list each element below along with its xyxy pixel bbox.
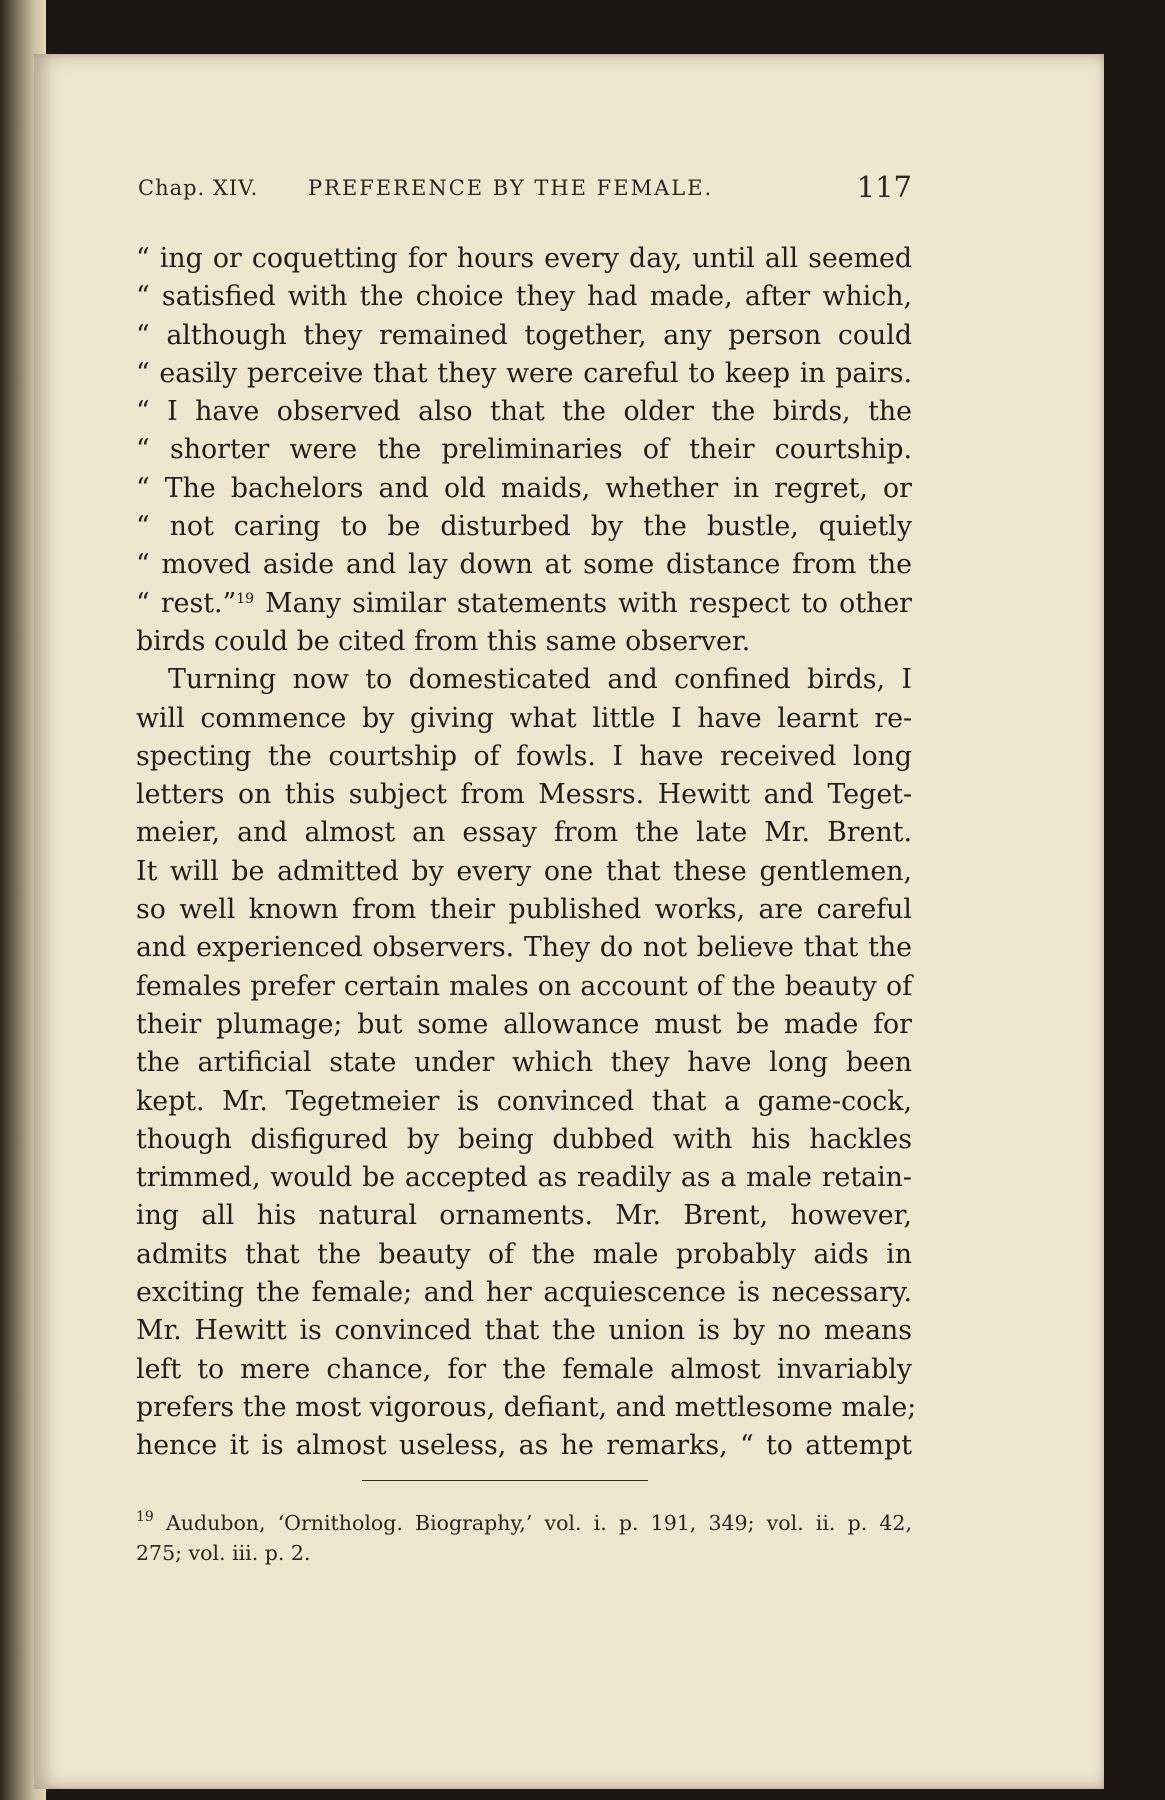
footnote-line: 275; vol. iii. p. 2. — [136, 1541, 311, 1565]
text-line: will commence by giving what little I have learnt re- — [136, 702, 912, 734]
running-title: PREFERENCE BY THE FEMALE. — [308, 176, 714, 200]
text-line: specting the courtship of fowls. I have received long — [136, 740, 912, 772]
footnote-number: 19 — [136, 1509, 154, 1525]
text-line: prefers the most vigorous, defiant, and mettlesome male; — [136, 1391, 917, 1423]
line-end: Many similar statements with respect to other — [254, 587, 912, 619]
text-line: admits that the beauty of the male probably aids in — [136, 1238, 912, 1270]
text-line: birds could be cited from this same observer. — [136, 625, 751, 657]
footnote — [136, 1508, 912, 1568]
text-line: “ moved aside and lay down at some distance from the — [136, 549, 912, 581]
text-line: “ The bachelors and old maids, whether in regret, or — [136, 472, 912, 504]
text-line: meier, and almost an essay from the late Mr. Brent. — [136, 817, 912, 849]
text-line: so well known from their published works, are careful — [136, 894, 912, 926]
text-line: Turning now to domesticated and confined birds, I — [168, 664, 912, 696]
text-line: females prefer certain males on account of the beauty of — [136, 970, 912, 1002]
text-line: “ shorter were the preliminaries of their courtship. — [136, 434, 912, 466]
text-line: “ not caring to be disturbed by the bustle, quietly — [136, 511, 912, 543]
footnote-line — [136, 1508, 912, 1538]
text-line: left to mere chance, for the female almost invariably — [136, 1353, 912, 1385]
body-text — [136, 240, 917, 1466]
text-line: though disfigured by being dubbed with his hackles — [136, 1123, 912, 1155]
text-line: “ easily perceive that they were careful to keep in pairs. — [136, 357, 912, 389]
text-line-with-footnote-ref — [136, 585, 912, 623]
running-header — [138, 170, 912, 210]
text-line: ing all his natural ornaments. Mr. Brent, however, — [136, 1200, 912, 1232]
chapter-label: Chap. XIV. — [138, 176, 259, 200]
text-line: It will be admitted by every one that these gentlemen, — [136, 855, 912, 887]
text-line: Mr. Hewitt is convinced that the union is by no means — [136, 1315, 912, 1347]
text-line: and experienced observers. They do not believe that the — [136, 932, 912, 964]
text-line: exciting the female; and her acquiescence is necessary. — [136, 1277, 912, 1309]
text-line: their plumage; but some allowance must be made for — [136, 1008, 912, 1040]
text-line: “ satisfied with the choice they had made, after which, — [136, 281, 912, 313]
text-line: “ although they remained together, any person could — [136, 319, 912, 351]
footnote-divider — [362, 1480, 648, 1481]
text-line: letters on this subject from Messrs. Hewitt and Teget- — [136, 779, 912, 811]
paragraph-1 — [136, 240, 912, 661]
line-start: “ rest.” — [136, 587, 237, 619]
text-line: hence it is almost useless, as he remarks, “ to attempt — [136, 1430, 912, 1462]
footnote-reference: 19 — [236, 590, 255, 607]
text-line: “ ing or coquetting for hours every day, until all seemed — [136, 243, 912, 274]
text-line: the artificial state under which they have long been — [136, 1047, 912, 1079]
paragraph-2 — [136, 661, 917, 1465]
text-line: “ I have observed also that the older the birds, the — [136, 396, 912, 428]
footnote-text: Audubon, ‘Ornitholog. Biography,’ vol. i. p. 191, 349; vol. ii. p. 42, — [153, 1511, 912, 1535]
text-line: kept. Mr. Tegetmeier is convinced that a game-cock, — [136, 1085, 912, 1117]
text-line: trimmed, would be accepted as readily as a male retain- — [136, 1162, 912, 1194]
page-number: 117 — [856, 170, 912, 204]
